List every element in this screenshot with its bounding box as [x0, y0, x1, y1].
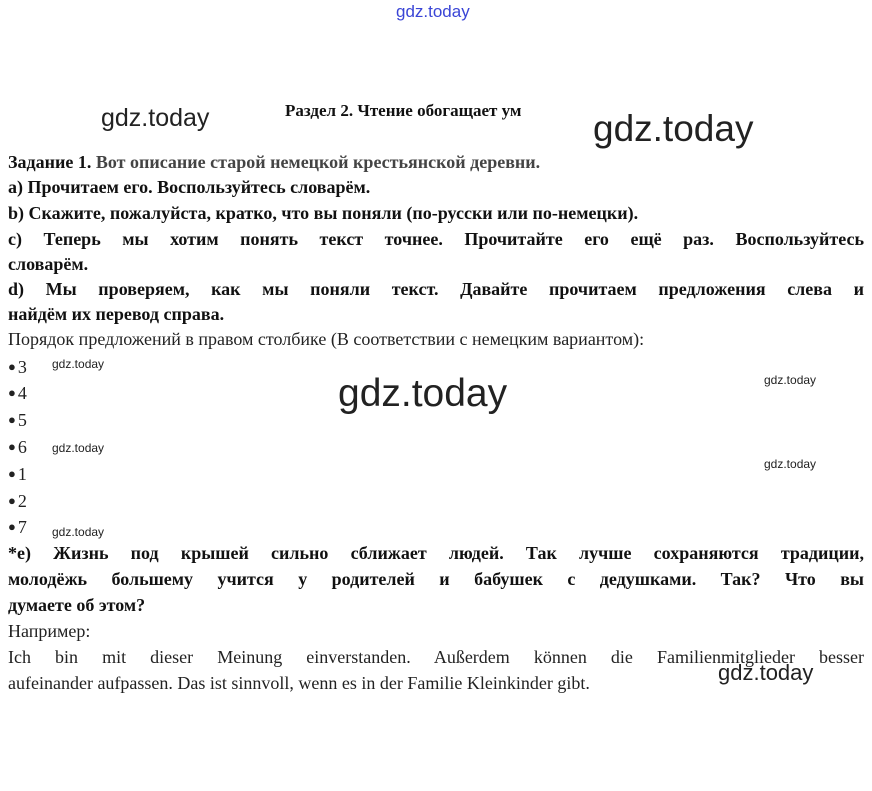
task-b: b) Скажите, пожалуйста, кратко, что вы поняли (по-русски или по-немецки).	[8, 203, 639, 223]
order-number: 1	[17, 464, 27, 484]
order-item: ● 5	[8, 410, 27, 430]
watermark-small: gdz.today	[52, 525, 105, 539]
task-e-line-1: *e) Жизнь под крышей сильно сближает людей. Так лучше сохраняются традиции,	[8, 543, 864, 563]
task-a: a) Прочитаем его. Воспользуйтесь словарём.	[8, 177, 371, 197]
watermark-small: gdz.today	[52, 441, 105, 455]
order-number: 5	[17, 410, 27, 430]
task-c-line-2: словарём.	[8, 254, 89, 274]
watermark-center: gdz.today	[338, 372, 508, 415]
order-item: ● 2	[8, 491, 27, 511]
order-note: Порядок предложений в правом столбике (В соответствии с немецким вариантом):	[8, 329, 645, 349]
watermark-bottom-right: gdz.today	[718, 660, 814, 685]
task-label: Задание 1.	[8, 152, 92, 172]
order-number: 2	[17, 491, 27, 511]
example-line-2: aufeinander aufpassen. Das ist sinnvoll, wenn es in der Familie Kleinkinder gibt.	[8, 673, 590, 693]
task-title: Вот описание старой немецкой крестьянской деревни.	[95, 152, 541, 172]
order-number: 4	[17, 383, 27, 403]
order-item: ● 6	[8, 437, 27, 457]
task-e-line-3: думаете об этом?	[8, 595, 146, 615]
example-line-1: Ich bin mit dieser Meinung einverstanden. Außerdem können die Familienmitglieder besser	[8, 647, 864, 667]
section-heading: Раздел 2. Чтение обогащает ум	[285, 101, 522, 120]
order-number: 6	[17, 437, 27, 457]
task-e-line-2: молодёжь большему учится у родителей и бабушек с дедушками. Так? Что вы	[8, 569, 864, 589]
order-item: ● 7	[8, 517, 27, 537]
order-number: 7	[17, 517, 27, 537]
task-c-line-1: c) Теперь мы хотим понять текст точнее. Прочитайте его ещё раз. Воспользуйтесь	[8, 229, 864, 249]
task-d-line-2: найдём их перевод справа.	[8, 304, 225, 324]
task-title-line	[8, 150, 864, 175]
watermark-top: gdz.today	[396, 2, 470, 21]
order-item: ● 4	[8, 383, 27, 403]
order-number: 3	[17, 357, 27, 377]
order-item: ● 3	[8, 357, 27, 377]
watermark-right: gdz.today	[593, 108, 754, 149]
task-d-line-1: d) Мы проверяем, как мы поняли текст. Давайте прочитаем предложения слева и	[8, 279, 864, 299]
watermark-small: gdz.today	[764, 457, 817, 471]
watermark-left: gdz.today	[101, 104, 210, 132]
watermark-small: gdz.today	[52, 357, 105, 371]
example-label: Например:	[8, 621, 91, 641]
watermark-small: gdz.today	[764, 373, 817, 387]
order-item: ● 1	[8, 464, 27, 484]
